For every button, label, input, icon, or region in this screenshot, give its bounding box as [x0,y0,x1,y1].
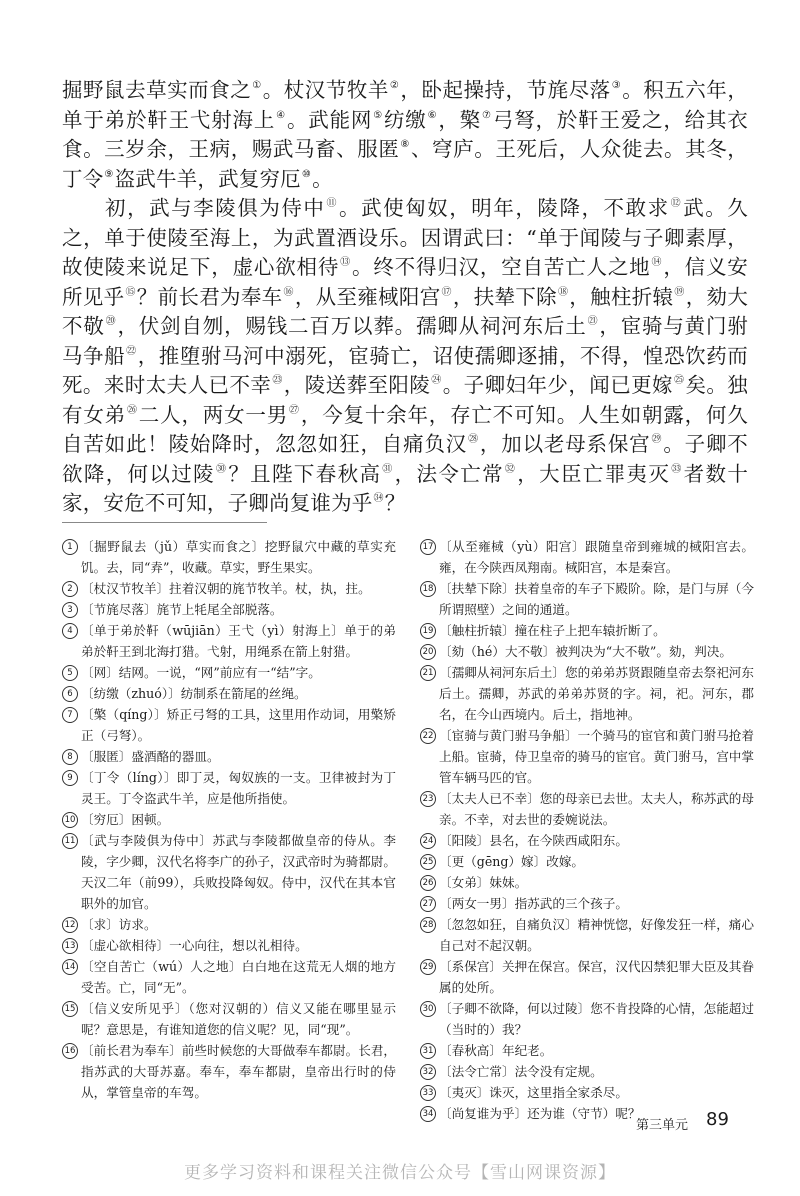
footnote-text: 〔服匿〕盛酒酪的器皿。 [81,749,220,764]
footnote-text: 〔劾（hé）大不敬〕被判决为“大不敬”。劾，判决。 [439,644,732,659]
main-text-run: ，伏剑自刎，赐钱二百万以葬。孺卿从祠河东后土 [117,314,587,338]
footnote-marker: ㉖ [126,404,138,416]
main-text-run: ，从至雍棫阳宫 [294,284,441,309]
footnote-text: 〔忽忽如狂，自痛负汉〕精神恍惚，好像发狂一样，痛心自己对不起汉朝。 [439,917,754,953]
footnote-number: 15 [62,1001,78,1017]
footnote-number: 12 [62,917,78,933]
footnote-item [420,830,754,851]
footnote-number: 31 [420,1043,436,1059]
footnote-text: 〔扶辇下除〕扶着皇帝的车子下殿阶。除，是门与屏（今所谓照壁）之间的通道。 [439,581,754,617]
footnote-marker: ⑲ [674,286,685,298]
footnote-number: 23 [420,791,436,807]
footnote-item [62,956,396,998]
footnote-item [420,662,754,725]
notes-column-right [420,536,754,1124]
footnote-item [420,1040,754,1061]
footnote-marker: ㉒ [126,345,137,357]
main-text-run: 弓弩，於靬王爱之，给其衣食。三岁余，王病，赐武马畜、服匿 [62,107,748,161]
footnote-number: 1 [62,539,78,555]
footnote-number: 27 [420,896,436,912]
main-text-run: 矣。独有女弟 [62,373,749,427]
footnote-item [62,767,396,809]
main-text-run: 二人，两女一男 [138,402,289,427]
main-text-run: 者数十家，安危不可知，子卿尚复谁为乎 [62,461,749,515]
footnote-number: 20 [420,644,436,660]
main-text-run: ，大臣亡罪夷灭 [517,461,671,486]
footnote-marker: ⑰ [441,286,452,298]
main-text-run: ，卧起操持，节旄尽落 [400,78,611,102]
footnote-text: 〔孺卿从祠河东后土〕您的弟弟苏贤跟随皇帝去祭祀河东后土。孺卿，苏武的弟弟苏贤的字。祠，祀。河东，郡名，在今山西境内。后土，指地神。 [439,665,754,722]
footnote-item [62,683,396,704]
footnote-text: 〔法令亡常〕法令没有定规。 [439,1064,603,1079]
footnote-text: 〔信义安所见乎〕（您对汉朝的）信义又能在哪里显示呢？意思是，有谁知道您的信义呢？见，同“现”。 [81,1001,396,1037]
footnote-text: 〔两女一男〕指苏武的三个孩子。 [439,896,628,911]
footnote-text: 〔前长君为奉车〕前些时候您的大哥做奉车都尉。长君，指苏武的大哥苏嘉。奉车，奉车都尉，皇帝出行时的侍从，掌管皇帝的车驾。 [81,1043,396,1100]
page-number: 89 [706,1109,729,1130]
footnote-text: 〔丁令（líng）〕即丁灵，匈奴族的一支。卫律被封为丁灵王。丁令盗武牛羊，应是他所指使。 [81,770,396,806]
footnote-number: 29 [420,959,436,975]
footnote-number: 10 [62,812,78,828]
footnote-number: 9 [62,770,78,786]
footer-unit: 第三单元 [636,1118,689,1133]
main-text-run: 。武能网 [286,107,373,132]
footnote-number: 16 [62,1043,78,1059]
footnote-text: 〔求〕访求。 [81,917,157,932]
footnote-marker: ㉞ [373,493,384,504]
footnote-item [62,599,396,620]
footnote-number: 24 [420,833,436,849]
footnote-number: 19 [420,623,436,639]
main-text-run: 武。久之，单于使陵至海上，为武置酒设乐。因谓武曰：“单于闻陵与子卿素厚，故使陵来说足下，虚心欲相待 [62,196,749,279]
footnote-item [420,1082,754,1103]
footnote-item [62,998,396,1040]
main-text-run: ，加以老母系保宫 [479,432,651,456]
footnote-text: 〔虚心欲相待〕一心向往，想以礼相待。 [81,938,308,953]
footnote-text: 〔夷灭〕诛灭，这里指全家杀尽。 [439,1085,628,1100]
main-text-run: ？且陛下春秋高 [228,461,382,486]
footnote-marker: ㉕ [674,375,685,386]
footnote-marker: ① [252,80,262,91]
main-paragraph [62,194,748,519]
footnote-text: 〔武与李陵俱为侍中〕苏武与李陵都做皇帝的侍从。李陵，字少卿，汉代名将李广的孙子，汉武帝时为骑都尉。天汉二年（前99），兵败投降匈奴。侍中，汉代在其本官职外的加官。 [81,833,396,911]
footnote-item [62,620,396,662]
footnote-text: 〔子卿不欲降，何以过陵〕您不肯投降的心情，怎能超过（当时的）我？ [439,1001,754,1037]
main-text-run: 。子卿不欲降，何以过陵 [62,432,748,486]
footnote-item [62,704,396,746]
footnote-marker: ⑫ [670,198,683,209]
main-text-run: 纺缴 [383,107,427,132]
footnote-marker: ㉝ [671,463,683,475]
footnote-number: 11 [62,833,78,849]
footnote-marker: ㉘ [468,434,479,445]
main-text-run: ，劾大不敬 [62,284,749,338]
footnote-number: 22 [420,728,436,744]
main-text-run: ？ [384,491,406,515]
footnote-marker: ⑪ [326,198,339,209]
footnote-number: 25 [420,854,436,870]
footnote-text: 〔系保宫〕关押在保宫。保宫，汉代囚禁犯罪大臣及其眷属的处所。 [439,959,754,995]
main-text-run: 。终不得归汉，空自苦亡人之地 [352,255,651,279]
footnote-number: 32 [420,1064,436,1080]
footnote-text: 〔空自苦亡（wú）人之地〕白白地在这荒无人烟的地方受苦。亡，同“无”。 [81,959,396,995]
footnote-text: 〔从至雍棫（yù）阳宫〕跟随皇帝到雍城的棫阳宫去。雍，在今陕西凤翔南。棫阳宫，本是秦宫。 [439,539,754,575]
footnote-item [420,641,754,662]
footnote-item [62,662,396,683]
footnote-marker: ⑭ [651,257,663,268]
footnote-text: 〔节旄尽落〕旄节上牦尾全部脱落。 [81,602,283,617]
footnote-number: 8 [62,749,78,765]
footnote-number: 28 [420,917,436,933]
footnote-marker: ⑦ [482,109,492,121]
footnote-marker: ⑤ [373,109,383,121]
main-text-run: 掘野鼠去草实而食之 [62,78,252,102]
footnote-text: 〔太夫人已不幸〕您的母亲已去世。太夫人，称苏武的母亲。不幸，对去世的委婉说法。 [439,791,754,827]
footnote-item [62,809,396,830]
footnote-item [62,578,396,599]
footnote-text: 〔网〕结网。一说，“网”前应有一“结”字。 [81,665,321,680]
footnote-text: 〔触柱折辕〕撞在柱子上把车辕折断了。 [439,623,666,638]
footnote-marker: ③ [611,80,622,91]
footnote-marker: ㉑ [587,316,599,327]
footnote-number: 33 [420,1085,436,1101]
footnote-item [420,956,754,998]
footnote-number: 18 [420,581,436,597]
main-text-run: ，陵送葬至阳陵 [283,373,431,397]
footnote-item [62,935,396,956]
main-text-run: ，信义安所见乎 [62,255,748,309]
main-text-run: 。武使匈奴，明年，陵降，不敢求 [339,196,670,220]
footnote-text: 〔阳陵〕县名，在今陕西咸阳东。 [439,833,628,848]
footnote-item [62,830,396,914]
footnote-text: 〔杖汉节牧羊〕拄着汉朝的旄节牧羊。杖，执，拄。 [81,581,371,596]
footnote-item [62,746,396,767]
footnote-number: 21 [420,665,436,681]
footnote-item [420,536,754,578]
footnote-item [62,536,396,578]
footnote-number: 3 [62,602,78,618]
footnote-text: 〔春秋高〕年纪老。 [439,1043,553,1058]
main-text-run: 。子卿妇年少，闻已更嫁 [442,373,673,397]
main-paragraph [62,76,748,194]
footnote-text: 〔尚复谁为乎〕还为谁（守节）呢？ [439,1106,641,1121]
footnote-number: 30 [420,1001,436,1017]
main-text-run: ，扶辇下除 [452,284,557,309]
footnote-marker: ㉗ [289,404,300,416]
footnote-number: 7 [62,707,78,723]
footnote-item [420,998,754,1040]
main-text-run: 。杖汉节牧羊 [262,78,389,102]
footnote-number: 5 [62,665,78,681]
watermark-text: 更多学习资料和课程关注微信公众号【雪山网课资源】 [184,1163,616,1183]
footnote-text: 〔更（gēng）嫁〕改嫁。 [439,854,585,869]
footnote-text: 〔女弟〕妹妹。 [439,875,528,890]
footnote-marker: ⑬ [340,257,351,268]
notes-divider [62,522,267,523]
footnote-marker: ⑱ [557,286,569,298]
footnote-number: 34 [420,1106,436,1122]
footnote-marker: ⑩ [301,168,312,180]
footnote-marker: ⑳ [105,316,117,327]
footnote-number: 13 [62,938,78,954]
footnote-number: 26 [420,875,436,891]
footnote-marker: ⑨ [104,168,114,180]
main-text-run: ，檠 [438,107,482,132]
main-text-run: 初，武与李陵俱为侍中 [105,196,326,220]
footnote-item [420,1103,754,1124]
main-text-run: ？前长君为奉车 [136,284,283,309]
footnote-item [420,788,754,830]
main-text-run: ，宦骑与黄门驸马争船 [62,314,749,368]
footnote-item [420,620,754,641]
footnote-item [420,872,754,893]
main-text-run: 。 [312,166,333,191]
footnote-number: 17 [420,539,436,555]
footnote-marker: ㉔ [431,375,442,386]
footnote-marker: ㉙ [651,434,663,445]
footnote-text: 〔纺缴（zhuó）〕纺制系在箭尾的丝绳。 [81,686,307,701]
footnote-marker: ⑥ [427,109,438,121]
footnote-item [420,851,754,872]
main-text-run: ，法令亡常 [394,461,504,486]
footnote-text: 〔穷厄〕困顿。 [81,812,170,827]
footnote-number: 4 [62,623,78,639]
footnote-item [62,1040,396,1103]
footnote-marker: ⑯ [283,286,294,298]
notes-column-left [62,536,396,1103]
footnote-marker: ⑮ [125,286,136,298]
footnote-marker: ④ [276,109,286,121]
footnote-marker: ㉜ [504,463,517,475]
main-text-run: ，触柱折辕 [569,284,674,309]
footnote-marker: ⑧ [400,139,410,150]
footnote-item [420,914,754,956]
footnote-text: 〔掘野鼠去（jǔ）草实而食之〕挖野鼠穴中藏的草实充饥。去，同“弆”，收藏。草实，野生果实。 [81,539,396,575]
footnote-marker: ㉛ [382,463,394,475]
footnote-number: 14 [62,959,78,975]
footnote-item [62,914,396,935]
footnote-number: 6 [62,686,78,702]
footnote-number: 2 [62,581,78,597]
footnote-item [420,578,754,620]
main-text-run: 。积五六年，单于弟於靬王弋射海上 [62,78,749,132]
footnote-item [420,893,754,914]
footnote-item [420,1061,754,1082]
footnote-marker: ② [389,80,400,91]
footnote-marker: ㉓ [272,375,283,386]
main-text [62,76,748,519]
footnote-text: 〔宦骑与黄门驸马争船〕一个骑马的宦官和黄门驸马抢着上船。宦骑，侍卫皇帝的骑马的宦官。黄门驸马，宫中掌管车辆马匹的官。 [439,728,754,785]
footnote-text: 〔檠（qíng）〕矫正弓弩的工具，这里用作动词，用檠矫正（弓弩）。 [81,707,396,743]
main-text-run: 、穹庐。王死后，人众徙去。其冬，丁令 [62,137,749,191]
main-text-run: 盗武牛羊，武复穷厄 [114,166,301,191]
footnote-text: 〔单于弟於靬（wūjiān）王弋（yì）射海上〕单于的弟弟於靬王到北海打猎。弋射，用绳系在箭上射猎。 [81,623,396,659]
main-text-run: ，今复十余年，存亡不可知。人生如朝露，何久自苦如此！陵始降时，忽忽如狂，自痛负汉 [62,402,748,456]
main-text-run: ，推堕驸马河中溺死，宦骑亡，诏使孺卿逐捕，不得，惶恐饮药而死。来时太夫人已不幸 [62,343,748,397]
footnote-marker: ㉚ [215,463,228,475]
footnote-item [420,725,754,788]
